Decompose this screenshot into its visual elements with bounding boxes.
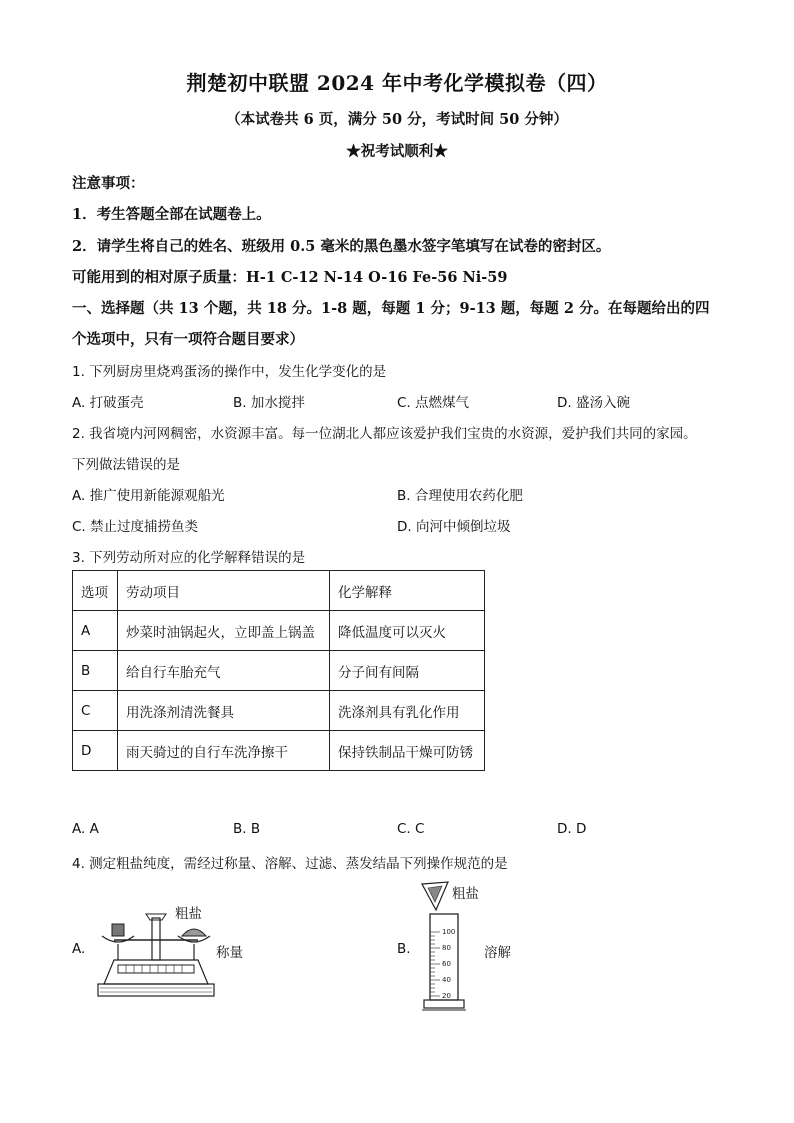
q3-option-b: B. B: [233, 821, 261, 837]
q1-option-c: C. 点燃煤气: [397, 395, 470, 411]
q1-option-b: B. 加水搅拌: [233, 395, 305, 411]
q2-option-c: C. 禁止过度捕捞鱼类: [72, 519, 199, 535]
q3-stem: 3. 下列劳动所对应的化学解释错误的是: [72, 550, 306, 566]
salt-paper-icon: [420, 880, 450, 914]
table-cell: 炒菜时油锅起火，立即盖上锅盖: [118, 611, 330, 651]
graduated-cylinder: [420, 912, 468, 1016]
cylinder-tick-label: 60: [442, 960, 451, 968]
table-cell: 降低温度可以灭火: [330, 611, 485, 651]
table-cell: B: [73, 651, 118, 691]
q4-option-b-letter: B.: [397, 941, 411, 957]
table-cell: 保持铁制品干燥可防锈: [330, 731, 485, 771]
balance-figure: [96, 910, 218, 1000]
q1-option-a: A. 打破蛋壳: [72, 395, 144, 411]
table-cell: 雨天骑过的自行车洗净擦干: [118, 731, 330, 771]
table-header-cell: 劳动项目: [118, 571, 330, 611]
table-cell: 分子间有间隔: [330, 651, 485, 691]
table-cell: C: [73, 691, 118, 731]
table-cell: D: [73, 731, 118, 771]
q1-option-d: D. 盛汤入碗: [557, 395, 630, 411]
exam-subtitle: （本试卷共 6 页，满分 50 分，考试时间 50 分钟）: [226, 111, 568, 128]
notice-item-2: 2．请学生将自己的姓名、班级用 0.5 毫米的黑色墨水签字笔填写在试卷的密封区。: [72, 238, 611, 255]
cylinder-label-side: 溶解: [484, 945, 511, 961]
atomic-mass-line: 可能用到的相对原子质量：H-1 C-12 N-14 O-16 Fe-56 Ni-59: [72, 269, 508, 286]
q4-option-a-letter: A.: [72, 941, 86, 957]
q4-stem: 4. 测定粗盐纯度，需经过称量、溶解、过滤、蒸发结晶下列操作规范的是: [72, 856, 508, 872]
q3-option-d: D. D: [557, 821, 587, 837]
q3-option-c: C. C: [397, 821, 425, 837]
table-row: [73, 691, 485, 731]
section1-heading-line1: 一、选择题（共 13 个题，共 18 分。1-8 题，每题 1 分；9-13 题，每题 2 分。在每题给出的四: [72, 300, 710, 317]
q1-stem: 1. 下列厨房里烧鸡蛋汤的操作中，发生化学变化的是: [72, 364, 387, 380]
q3-option-a: A. A: [72, 821, 99, 837]
notice-heading: 注意事项：: [72, 175, 145, 192]
section1-heading-line2: 个选项中，只有一项符合题目要求）: [72, 331, 304, 348]
table-row: [73, 651, 485, 691]
table-row: [73, 731, 485, 771]
table-cell: A: [73, 611, 118, 651]
balance-label-side: 称量: [216, 945, 243, 961]
q2-option-b: B. 合理使用农药化肥: [397, 488, 523, 504]
table-header-cell: 选项: [73, 571, 118, 611]
balance-label-top: 粗盐: [175, 906, 202, 922]
table-cell: 洗涤剂具有乳化作用: [330, 691, 485, 731]
notice-item-1: 1．考生答题全部在试题卷上。: [72, 206, 271, 223]
table-header-row: [73, 571, 485, 611]
cylinder-tick-label: 40: [442, 976, 451, 984]
table-row: [73, 611, 485, 651]
q2-stem-line2: 下列做法错误的是: [72, 457, 180, 473]
table-cell: 给自行车胎充气: [118, 651, 330, 691]
cylinder-tick-label: 100: [442, 928, 456, 936]
cylinder-tick-label: 20: [442, 992, 451, 1000]
cylinder-label-top: 粗盐: [452, 886, 479, 902]
exam-title: 荆楚初中联盟 2024 年中考化学模拟卷（四）: [186, 71, 608, 95]
q2-option-d: D. 向河中倾倒垃圾: [397, 519, 511, 535]
cylinder-tick-label: 80: [442, 944, 451, 952]
exam-wish: ★祝考试顺利★: [346, 143, 448, 160]
q2-stem-line1: 2. 我省境内河网稠密，水资源丰富。每一位湖北人都应该爱护我们宝贵的水资源，爱护我们共同的家园。: [72, 426, 697, 442]
table-cell: 用洗涤剂清洗餐具: [118, 691, 330, 731]
table-header-cell: 化学解释: [330, 571, 485, 611]
q2-option-a: A. 推广使用新能源观船光: [72, 488, 225, 504]
q3-table: [72, 570, 485, 771]
